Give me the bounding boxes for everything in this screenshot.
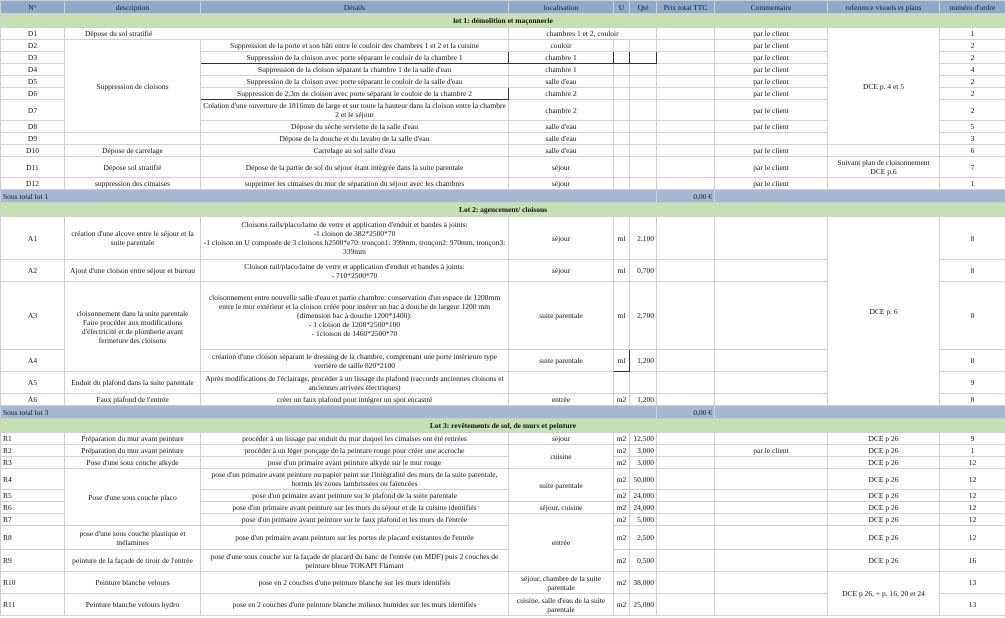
cell-comment[interactable]: par le client bbox=[715, 100, 828, 121]
cell-order[interactable]: 4 bbox=[940, 64, 1005, 76]
cell-order[interactable]: 8 bbox=[940, 260, 1005, 282]
cell-details[interactable]: supprimer les cimaises du mur de séparation du séjour avec les chambres bbox=[201, 178, 509, 190]
cell-qty[interactable] bbox=[630, 372, 657, 394]
cell-qty[interactable]: 2,500 bbox=[630, 526, 657, 550]
cell-price[interactable] bbox=[657, 76, 715, 88]
cell-comment[interactable] bbox=[715, 372, 828, 394]
cell-unit[interactable]: m2 bbox=[614, 514, 630, 526]
cell-location[interactable]: cuisine, salle d'eau de la suite parentale bbox=[509, 594, 614, 616]
cell-num[interactable]: D1 bbox=[1, 28, 65, 40]
cell-num[interactable]: R1 bbox=[1, 433, 65, 445]
cell-details[interactable]: Dépose du sèche serviette de la salle d'eau bbox=[201, 121, 509, 133]
cell-price[interactable] bbox=[657, 157, 715, 178]
cell-num[interactable]: R7 bbox=[1, 514, 65, 526]
cell-price[interactable] bbox=[657, 145, 715, 157]
cell-unit[interactable]: ml bbox=[614, 282, 630, 350]
cell-qty[interactable] bbox=[630, 40, 657, 52]
cell-description[interactable]: cloisonnement dans la suite parentale Faire procéder aux modifications d'électricité et de plomberie avant fermeture des cloisons bbox=[65, 282, 201, 372]
cell-unit[interactable] bbox=[614, 178, 630, 190]
cell-num[interactable]: D12 bbox=[1, 178, 65, 190]
cell-price[interactable] bbox=[657, 217, 715, 260]
cell-unit[interactable]: m2 bbox=[614, 550, 630, 572]
table-row bbox=[1, 469, 1005, 490]
cell-reference[interactable] bbox=[828, 145, 940, 157]
cell-location[interactable]: salle d'eau bbox=[509, 76, 614, 88]
cell-description[interactable]: Enduit du plafond dans la suite parentale bbox=[65, 372, 201, 394]
cell-price[interactable] bbox=[657, 28, 715, 40]
cell-qty[interactable]: 38,000 bbox=[630, 572, 657, 594]
cell-num[interactable]: R6 bbox=[1, 502, 65, 514]
cell-qty[interactable] bbox=[630, 145, 657, 157]
cell-unit[interactable] bbox=[614, 372, 630, 394]
cell-order[interactable]: 3 bbox=[940, 133, 1005, 145]
cell-comment[interactable]: par le client bbox=[715, 76, 828, 88]
cell-qty[interactable]: 24,000 bbox=[630, 502, 657, 514]
cell-qty[interactable] bbox=[630, 121, 657, 133]
cell-qty[interactable]: 0,700 bbox=[630, 260, 657, 282]
cell-qty[interactable] bbox=[630, 88, 657, 100]
cell-price[interactable] bbox=[657, 572, 715, 594]
cell-order[interactable]: 2 bbox=[940, 52, 1005, 64]
cell-details[interactable]: Suppression de 2,3m de cloison avec porte séparant le couloir de la chambre 2 bbox=[201, 88, 509, 100]
cell-num[interactable]: R10 bbox=[1, 572, 65, 594]
cell-location[interactable]: suite parentale bbox=[509, 282, 614, 350]
cell-order[interactable]: 9 bbox=[940, 372, 1005, 394]
cell-unit[interactable]: m2 bbox=[614, 594, 630, 616]
cell-details[interactable]: Suppression de la cloison séparant la chambre 1 de la salle d'eau bbox=[201, 64, 509, 76]
cell-unit[interactable]: m2 bbox=[614, 469, 630, 490]
cell-details[interactable]: Suppression de la cloison avec porte séparant le couloir de la chambre 1 bbox=[201, 52, 509, 64]
col-header-description[interactable]: description bbox=[65, 1, 201, 14]
cell-order[interactable]: 8 bbox=[940, 217, 1005, 260]
cell-order[interactable]: 16 bbox=[940, 550, 1005, 572]
cell-location[interactable]: séjour bbox=[509, 157, 614, 178]
cell-qty[interactable] bbox=[630, 157, 657, 178]
cell-order[interactable]: 1 bbox=[940, 178, 1005, 190]
cell-details[interactable]: créer un faux plafond pour intégrer un spot encastré bbox=[201, 394, 509, 406]
cell-num[interactable]: R11 bbox=[1, 594, 65, 616]
cell-order[interactable]: 5 bbox=[940, 121, 1005, 133]
cell-num[interactable]: R2 bbox=[1, 445, 65, 457]
cell-num[interactable]: A6 bbox=[1, 394, 65, 406]
cell-description[interactable]: Pose d'une sous couche alkyde bbox=[65, 457, 201, 469]
cell-order[interactable]: 12 bbox=[940, 469, 1005, 490]
cell-location[interactable]: chambre 2 bbox=[509, 88, 614, 100]
cell-comment[interactable]: par le client bbox=[715, 445, 828, 457]
cell-comment[interactable] bbox=[715, 490, 828, 502]
cell-reference[interactable]: DCE p 26 bbox=[828, 445, 940, 457]
cell-price[interactable] bbox=[657, 52, 715, 64]
cell-qty[interactable] bbox=[630, 178, 657, 190]
cell-reference[interactable]: DCE p 26 bbox=[828, 550, 940, 572]
cell-qty[interactable]: 50,000 bbox=[630, 469, 657, 490]
cell-details[interactable]: Suppression de la porte et son bâti entre le couloir des chambres 1 et 2 et la cuisine bbox=[201, 40, 509, 52]
cell-price[interactable] bbox=[657, 372, 715, 394]
lot-title[interactable]: Lot 2: agencement/ cloisons bbox=[1, 203, 1005, 217]
cell-unit[interactable]: m2 bbox=[614, 572, 630, 594]
cell-order[interactable]: 9 bbox=[940, 433, 1005, 445]
cell-description[interactable]: Dépose de carrelage bbox=[65, 145, 201, 157]
table-row bbox=[1, 572, 1005, 594]
cell-description[interactable]: peinture de la façade de tiroir de l'entrée bbox=[65, 550, 201, 572]
cell-order[interactable]: 12 bbox=[940, 502, 1005, 514]
cell-location[interactable]: entrée bbox=[509, 394, 614, 406]
table-row bbox=[1, 445, 1005, 457]
cell-location[interactable]: séjour bbox=[509, 433, 614, 445]
cell-comment[interactable] bbox=[715, 133, 828, 145]
cell-price[interactable] bbox=[657, 433, 715, 445]
cell-qty[interactable]: 3,000 bbox=[630, 457, 657, 469]
cell-num[interactable]: R4 bbox=[1, 469, 65, 490]
cell-comment[interactable] bbox=[715, 469, 828, 490]
cell-price[interactable] bbox=[657, 469, 715, 490]
cell-num[interactable]: D3 bbox=[1, 52, 65, 64]
cell-price[interactable] bbox=[657, 526, 715, 550]
cell-num[interactable]: D7 bbox=[1, 100, 65, 121]
cell-location[interactable]: séjour bbox=[509, 178, 614, 190]
cell-comment[interactable] bbox=[715, 526, 828, 550]
cell-price[interactable] bbox=[657, 502, 715, 514]
cell-description[interactable]: Préparation du mur avant peinture bbox=[65, 445, 201, 457]
cell-comment[interactable] bbox=[715, 217, 828, 260]
cell-comment[interactable] bbox=[715, 572, 828, 594]
cell-description[interactable]: Préparation du mur avant peinture bbox=[65, 433, 201, 445]
cell-location[interactable]: chambre 1 bbox=[509, 52, 614, 64]
cell-unit[interactable] bbox=[614, 76, 630, 88]
cell-price[interactable] bbox=[657, 394, 715, 406]
cell-unit[interactable]: m2 bbox=[614, 457, 630, 469]
cell-comment[interactable]: par le client bbox=[715, 40, 828, 52]
cell-unit[interactable]: m2 bbox=[614, 445, 630, 457]
cell-description[interactable]: Faux plafond de l'entrée bbox=[65, 394, 201, 406]
cell-details[interactable]: pose d'un primaire avant peinture ou papier peint sur l'intégralité des murs de la suite parentale, hormis les zones lambrissées ou faïencées bbox=[201, 469, 509, 490]
cell-comment[interactable]: par le client bbox=[715, 88, 828, 100]
cell-location[interactable]: chambre 2 bbox=[509, 100, 614, 121]
cell-order[interactable]: 12 bbox=[940, 490, 1005, 502]
cell-num[interactable]: D9 bbox=[1, 133, 65, 145]
cell-price[interactable] bbox=[657, 260, 715, 282]
cell-description[interactable]: Pose d'une sous couche placo bbox=[65, 469, 201, 526]
cell-unit[interactable]: m2 bbox=[614, 502, 630, 514]
cell-reference[interactable]: DCE p 26 bbox=[828, 490, 940, 502]
cell-price[interactable] bbox=[657, 594, 715, 616]
cell-details[interactable]: pose d'une sous couche sur la façade de placard du banc de l'entrée (en MDF) puis 2 couches de peinture bleue TOKAPI Flamant bbox=[201, 550, 509, 572]
cell-num[interactable]: R9 bbox=[1, 550, 65, 572]
cell-unit[interactable]: m2 bbox=[614, 526, 630, 550]
cell-qty[interactable] bbox=[630, 76, 657, 88]
cell-price[interactable] bbox=[657, 133, 715, 145]
cell-price[interactable] bbox=[657, 445, 715, 457]
cell-order[interactable]: 2 bbox=[940, 40, 1005, 52]
cell-num[interactable]: R3 bbox=[1, 457, 65, 469]
cell-order[interactable]: 2 bbox=[940, 88, 1005, 100]
cell-qty[interactable] bbox=[630, 100, 657, 121]
subtotal-label[interactable]: Sous total lot 3 bbox=[1, 406, 657, 419]
cell-unit[interactable] bbox=[614, 145, 630, 157]
cell-unit[interactable] bbox=[614, 40, 630, 52]
header-row bbox=[1, 1, 1005, 14]
cell-details[interactable]: Cloison rail/placo/laine de verre et application d'enduit et bandes à joints: - 710*2500*70 bbox=[201, 260, 509, 282]
cell-num[interactable]: R8 bbox=[1, 526, 65, 550]
cell-unit[interactable] bbox=[614, 100, 630, 121]
cell-price[interactable] bbox=[657, 121, 715, 133]
cell-unit[interactable]: ml bbox=[614, 217, 630, 260]
cell-order[interactable]: 1 bbox=[940, 445, 1005, 457]
cell-price[interactable] bbox=[657, 514, 715, 526]
table-row bbox=[1, 433, 1005, 445]
cell-location[interactable]: salle d'eau bbox=[509, 121, 614, 133]
cell-comment[interactable] bbox=[715, 394, 828, 406]
cell-reference[interactable]: DCE p. 6 bbox=[828, 217, 940, 406]
cell-description[interactable]: Suppression de cloisons bbox=[65, 40, 201, 133]
cell-order[interactable]: 6 bbox=[940, 145, 1005, 157]
col-header-num[interactable]: N° bbox=[1, 1, 65, 14]
cell-comment[interactable] bbox=[715, 260, 828, 282]
cell-description[interactable]: pose d'une sous couche plastique et mélamines bbox=[65, 526, 201, 550]
col-header-unit[interactable]: U bbox=[614, 1, 630, 14]
cell-comment[interactable] bbox=[715, 350, 828, 372]
cell-details[interactable]: Après modifications de l'éclairage, procéder à un lissage du plafond (raccords anciennes cloisons et anciennes arrivées électriques) bbox=[201, 372, 509, 394]
col-header-qty[interactable]: Qté bbox=[630, 1, 657, 14]
cell-details[interactable]: pose d'un primaire avant peinture sur le plafond de la suite parentale bbox=[201, 490, 509, 502]
subtotal-value[interactable]: 0,00 € bbox=[657, 190, 715, 203]
col-header-order[interactable]: numéro d'ordre bbox=[940, 1, 1005, 14]
cell-num[interactable]: A4 bbox=[1, 350, 65, 372]
cell-location[interactable]: entrée bbox=[509, 514, 614, 572]
cell-price[interactable] bbox=[657, 490, 715, 502]
col-header-comment[interactable]: Commentaire bbox=[715, 1, 828, 14]
table-row bbox=[1, 157, 1005, 178]
cell-unit[interactable] bbox=[614, 88, 630, 100]
subtotal-label[interactable]: Sous total lot 1 bbox=[1, 190, 657, 203]
cell-num[interactable]: A2 bbox=[1, 260, 65, 282]
subtotal-row bbox=[1, 406, 1005, 419]
table-row bbox=[1, 28, 1005, 40]
cell-order[interactable]: 12 bbox=[940, 526, 1005, 550]
cell-reference[interactable] bbox=[828, 178, 940, 190]
cell-description[interactable]: Peinture blanche velours hydro bbox=[65, 594, 201, 616]
cell-qty[interactable]: 1,200 bbox=[630, 394, 657, 406]
cell-details[interactable]: pose d'un primaire avant peinture sur les portes de placard existantes de l'entrée bbox=[201, 526, 509, 550]
cell-description[interactable]: Peinture blanche velours bbox=[65, 572, 201, 594]
lot-header-row bbox=[1, 419, 1005, 433]
cell-qty[interactable]: 5,000 bbox=[630, 514, 657, 526]
cell-order[interactable]: 12 bbox=[940, 457, 1005, 469]
cell-price[interactable] bbox=[657, 457, 715, 469]
table-row bbox=[1, 178, 1005, 190]
subtotal-value[interactable]: 0,00 € bbox=[657, 406, 715, 419]
cell-details[interactable]: pose d'un primaire avant peinture sur les murs du séjour et de la cuisine identifiés bbox=[201, 502, 509, 514]
cell-details[interactable]: création d'une cloison séparant le dressing de la chambre, comprenant une porte intérieure type verrière de taille 820*2100 bbox=[201, 350, 509, 372]
cell-num[interactable]: D2 bbox=[1, 40, 65, 52]
subtotal-row bbox=[1, 190, 1005, 203]
cell-qty[interactable]: 2,700 bbox=[630, 282, 657, 350]
cell-order[interactable]: 13 bbox=[940, 594, 1005, 616]
cell-reference[interactable]: Suivant plan de cloisonnement DCE p.6 bbox=[828, 157, 940, 178]
subtotal-filler bbox=[715, 406, 1005, 419]
cell-num[interactable]: D11 bbox=[1, 157, 65, 178]
lot-title[interactable]: Lot 3: revêtements de sol, de murs et peinture bbox=[1, 419, 1005, 433]
cell-comment[interactable] bbox=[715, 457, 828, 469]
subtotal-filler bbox=[715, 190, 1005, 203]
cell-unit[interactable] bbox=[614, 133, 630, 145]
cell-details[interactable]: Suppression de la cloison avec porte séparant le couloir de la salle d'eau bbox=[201, 76, 509, 88]
cell-location[interactable]: suite parentale bbox=[509, 469, 614, 502]
table-row bbox=[1, 145, 1005, 157]
cell-comment[interactable]: par le client bbox=[715, 121, 828, 133]
cell-price[interactable] bbox=[657, 350, 715, 372]
lot-title[interactable]: lot 1: démolition et maçonnerie bbox=[1, 14, 1005, 28]
cell-comment[interactable] bbox=[715, 594, 828, 616]
cell-qty[interactable]: 25,000 bbox=[630, 594, 657, 616]
cell-details[interactable]: procéder à un lissage par enduit du mur duquel les cimaises ont été retirées bbox=[201, 433, 509, 445]
cell-reference[interactable]: DCE p 26 bbox=[828, 526, 940, 550]
cell-details[interactable]: Cloisons rails/placo/laine de verre et application d'enduit et bandes à joints: -1 cloison de 382*2500*70 -1 cloison en U composée de 3 cloisons h2500*e70: tronçon1: 399mm, tronçon2: 970mm, tronçon3: 339mm bbox=[201, 217, 509, 260]
cell-price[interactable] bbox=[657, 40, 715, 52]
cell-description[interactable]: Ajout d'une cloison entre séjour et bureau bbox=[65, 260, 201, 282]
cell-location[interactable]: séjour, chambre de la suite parentale bbox=[509, 572, 614, 594]
cell-qty[interactable]: 0,500 bbox=[630, 550, 657, 572]
cell-reference[interactable]: DCE p 26, + p. 16, 20 et 24 bbox=[828, 572, 940, 616]
cell-price[interactable] bbox=[657, 100, 715, 121]
cell-details[interactable]: procéder à un léger ponçage de la peinture rouge pour créer une accroche bbox=[201, 445, 509, 457]
cell-details[interactable]: Dépose de la partie de sol du séjour étant intégrée dans la suite parentale bbox=[201, 157, 509, 178]
lot-header-row bbox=[1, 203, 1005, 217]
cell-order[interactable]: 8 bbox=[940, 394, 1005, 406]
cell-comment[interactable]: par le client bbox=[715, 52, 828, 64]
cell-num[interactable]: A5 bbox=[1, 372, 65, 394]
cell-description[interactable] bbox=[65, 133, 201, 145]
col-header-details[interactable]: Détails bbox=[201, 1, 509, 14]
cell-comment[interactable]: par le client bbox=[715, 178, 828, 190]
cell-comment[interactable] bbox=[715, 514, 828, 526]
cell-details[interactable]: pose d'un primaire avant peinture alkyde sur le mur rouge bbox=[201, 457, 509, 469]
cell-comment[interactable] bbox=[715, 550, 828, 572]
cell-order[interactable]: 8 bbox=[940, 282, 1005, 350]
cell-order[interactable]: 12 bbox=[940, 514, 1005, 526]
cell-qty[interactable] bbox=[630, 52, 657, 64]
cell-order[interactable]: 1 bbox=[940, 28, 1005, 40]
cell-qty[interactable]: 1,200 bbox=[630, 350, 657, 372]
cell-unit[interactable]: ml bbox=[614, 350, 630, 372]
cell-description[interactable]: création d'une alcove entre le séjour et la suite parentale bbox=[65, 217, 201, 260]
cell-order[interactable]: 2 bbox=[940, 76, 1005, 88]
cell-details[interactable]: pose en 2 couches d'une peinture blanche sur les murs identifiés bbox=[201, 572, 509, 594]
cell-details[interactable]: cloisonnement entre nouvelle salle d'eau et partie chambre: conservation d'un espace de 1208mm entre le mur extérieur et la cloison créée pour insérer un bac à douche de largeur 1200 mm (dimension bac à douche 1200*1400): - 1 cloison de 1208*2500*100 - 1cloison de 1460*2500*70 bbox=[201, 282, 509, 350]
cell-num[interactable]: D6 bbox=[1, 88, 65, 100]
cell-location[interactable]: séjour bbox=[509, 260, 614, 282]
cell-location[interactable]: couloir bbox=[509, 40, 614, 52]
cell-details[interactable]: Carrelage au sol salle d'eau bbox=[201, 145, 509, 157]
cell-num[interactable]: D4 bbox=[1, 64, 65, 76]
cell-num[interactable]: D8 bbox=[1, 121, 65, 133]
cell-description[interactable]: suppression des cimaises bbox=[65, 178, 201, 190]
cell-location[interactable]: chambre 1 bbox=[509, 64, 614, 76]
cell-order[interactable]: 2 bbox=[940, 100, 1005, 121]
cell-reference[interactable]: DCE p 26 bbox=[828, 514, 940, 526]
cell-order[interactable]: 8 bbox=[940, 350, 1005, 372]
cell-details[interactable]: pose en 2 couches d'une peinture blanche milieux humides sur les murs identifiés bbox=[201, 594, 509, 616]
cell-location[interactable]: salle d'eau bbox=[509, 133, 614, 145]
table-row bbox=[1, 526, 1005, 550]
cell-reference[interactable]: DCE p 26 bbox=[828, 469, 940, 490]
cell-comment[interactable] bbox=[715, 433, 828, 445]
cell-unit[interactable] bbox=[614, 52, 630, 64]
cell-location[interactable]: suite parentale bbox=[509, 350, 614, 372]
cell-unit[interactable] bbox=[614, 157, 630, 178]
cell-comment[interactable] bbox=[715, 282, 828, 350]
cell-unit[interactable] bbox=[614, 121, 630, 133]
col-header-location[interactable]: localisation bbox=[509, 1, 614, 14]
lot-header-row bbox=[1, 14, 1005, 28]
cell-qty[interactable]: 24,000 bbox=[630, 490, 657, 502]
cell-price[interactable] bbox=[657, 88, 715, 100]
cell-unit[interactable]: m2 bbox=[614, 394, 630, 406]
cell-unit[interactable]: m2 bbox=[614, 433, 630, 445]
cell-description[interactable]: Dépose du sol stratifié bbox=[65, 28, 509, 40]
cell-qty[interactable] bbox=[630, 64, 657, 76]
cell-location[interactable]: séjour, cuisine bbox=[509, 502, 614, 514]
cell-qty[interactable] bbox=[630, 133, 657, 145]
cell-comment[interactable]: par le client bbox=[715, 64, 828, 76]
cell-location[interactable]: chambres 1 et 2, couloir bbox=[509, 28, 657, 40]
cell-comment[interactable]: par le client bbox=[715, 145, 828, 157]
table-row bbox=[1, 217, 1005, 260]
cell-unit[interactable] bbox=[614, 64, 630, 76]
cell-num[interactable]: D5 bbox=[1, 76, 65, 88]
cell-location[interactable]: séjour bbox=[509, 217, 614, 260]
table-row bbox=[1, 457, 1005, 469]
cell-order[interactable]: 7 bbox=[940, 157, 1005, 178]
cell-price[interactable] bbox=[657, 64, 715, 76]
cell-qty[interactable]: 12,500 bbox=[630, 433, 657, 445]
col-header-price[interactable]: Prix total TTC bbox=[657, 1, 715, 14]
cell-reference[interactable]: DCE p 26 bbox=[828, 433, 940, 445]
cell-unit[interactable]: m2 bbox=[614, 490, 630, 502]
col-header-reference[interactable]: reference visuels et plans bbox=[828, 1, 940, 14]
cell-num[interactable]: A3 bbox=[1, 282, 65, 350]
cell-unit[interactable]: ml bbox=[614, 260, 630, 282]
cell-price[interactable] bbox=[657, 282, 715, 350]
cell-details[interactable]: Dépose de la douche et du lavabo de la salle d'eau bbox=[201, 133, 509, 145]
cell-comment[interactable]: par le client bbox=[715, 157, 828, 178]
cell-qty[interactable]: 3,000 bbox=[630, 445, 657, 457]
cell-reference[interactable]: DCE p 26 bbox=[828, 457, 940, 469]
cell-details[interactable]: pose d'un primaire avant peinture sur le faux plafond et les murs de l'entrée bbox=[201, 514, 509, 526]
cell-price[interactable] bbox=[657, 550, 715, 572]
cell-num[interactable]: A1 bbox=[1, 217, 65, 260]
table-row bbox=[1, 550, 1005, 572]
cell-comment[interactable] bbox=[715, 502, 828, 514]
cell-reference[interactable]: DCE p 26 bbox=[828, 502, 940, 514]
cell-reference[interactable]: DCE p. 4 et 5 bbox=[828, 28, 940, 145]
cell-details[interactable]: Création d'une ouverture de 1816mm de large et sur toute la hauteur dans la cloison entre la chambre 2 et le séjour bbox=[201, 100, 509, 121]
cell-comment[interactable]: par le client bbox=[715, 28, 828, 40]
cell-qty[interactable]: 2,100 bbox=[630, 217, 657, 260]
cell-price[interactable] bbox=[657, 178, 715, 190]
cell-location[interactable]: cuisine bbox=[509, 445, 614, 469]
cell-location[interactable] bbox=[509, 372, 614, 394]
cell-order[interactable]: 13 bbox=[940, 572, 1005, 594]
cell-num[interactable]: R5 bbox=[1, 490, 65, 502]
cell-description[interactable]: Dépose sol stratifié bbox=[65, 157, 201, 178]
cell-num[interactable]: D10 bbox=[1, 145, 65, 157]
cell-location[interactable]: salle d'eau bbox=[509, 145, 614, 157]
